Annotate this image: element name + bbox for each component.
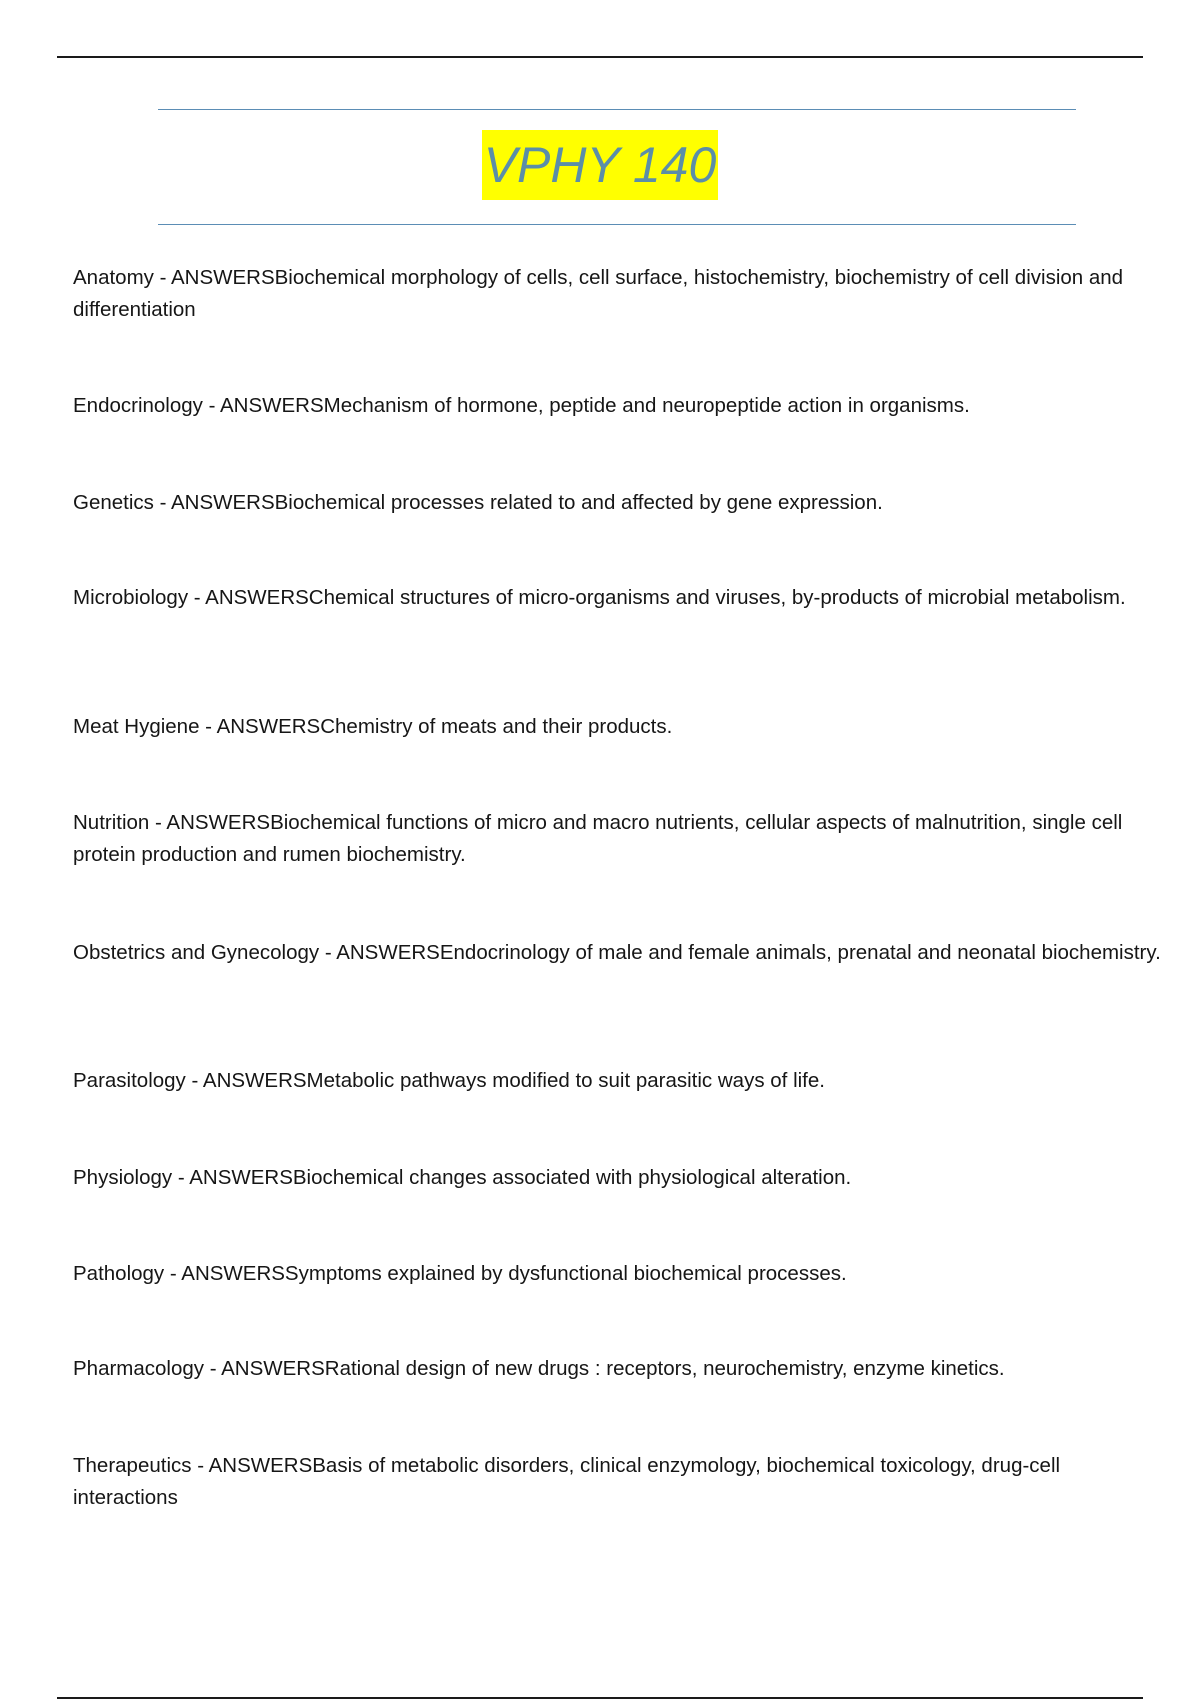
entry-microbiology: Microbiology - ANSWERSChemical structures of micro-organisms and viruses, by-products of microbial metabolism. bbox=[73, 586, 1126, 609]
entry-pathology: Pathology - ANSWERSSymptoms explained by dysfunctional biochemical processes. bbox=[73, 1262, 847, 1285]
entry-obstetrics: Obstetrics and Gynecology - ANSWERSEndocrinology of male and female animals, prenatal and neonatal biochemistry. bbox=[73, 941, 1161, 964]
entry-therapeutics: Therapeutics - ANSWERSBasis of metabolic disorders, clinical enzymology, biochemical toxicology, drug-cell interactions bbox=[73, 1454, 1061, 1509]
entry-pharmacology: Pharmacology - ANSWERSRational design of new drugs : receptors, neurochemistry, enzyme kinetics. bbox=[73, 1357, 1005, 1380]
title-upper-rule bbox=[158, 109, 1076, 110]
entry-endocrinology: Endocrinology - ANSWERSMechanism of hormone, peptide and neuropeptide action in organisms. bbox=[73, 394, 970, 417]
page-bottom-rule bbox=[57, 1697, 1143, 1699]
title-lower-rule bbox=[158, 224, 1076, 225]
title-block bbox=[0, 130, 1200, 200]
document-title: VPHY 140 bbox=[482, 130, 719, 200]
entry-parasitology: Parasitology - ANSWERSMetabolic pathways modified to suit parasitic ways of life. bbox=[73, 1069, 825, 1092]
entry-meat-hygiene: Meat Hygiene - ANSWERSChemistry of meats and their products. bbox=[73, 715, 673, 738]
entry-genetics: Genetics - ANSWERSBiochemical processes related to and affected by gene expression. bbox=[73, 491, 883, 514]
entry-physiology: Physiology - ANSWERSBiochemical changes associated with physiological alteration. bbox=[73, 1166, 852, 1189]
entry-anatomy: Anatomy - ANSWERSBiochemical morphology of cells, cell surface, histochemistry, biochemistry of cell division and differentiation bbox=[73, 266, 1124, 321]
entry-nutrition: Nutrition - ANSWERSBiochemical functions of micro and macro nutrients, cellular aspects of malnutrition, single cell protein production and rumen biochemistry. bbox=[73, 811, 1123, 866]
page-top-rule bbox=[57, 56, 1143, 58]
